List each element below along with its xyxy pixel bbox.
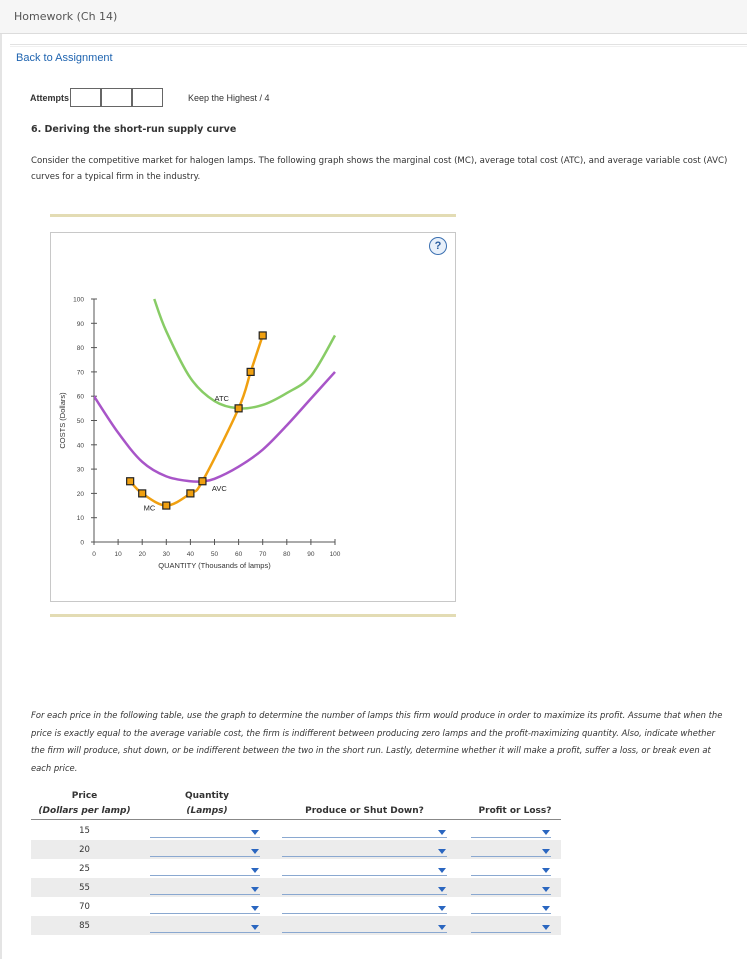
- profit-dropdown[interactable]: [471, 824, 551, 838]
- price-cell: 70: [79, 902, 90, 912]
- produce-dropdown[interactable]: [282, 900, 447, 914]
- mc-point: [127, 478, 134, 485]
- chevron-down-icon: [542, 868, 550, 873]
- quantity-dropdown[interactable]: [150, 900, 260, 914]
- price-cell: 25: [79, 864, 90, 874]
- top-bar: [0, 0, 747, 34]
- price-header: Price: [71, 791, 98, 801]
- chevron-down-icon: [251, 906, 259, 911]
- quantity-dropdown[interactable]: [150, 862, 260, 876]
- chevron-down-icon: [438, 868, 446, 873]
- chevron-down-icon: [251, 925, 259, 930]
- attempts-label: Attempts: [30, 93, 70, 103]
- x-tick-label: 70: [259, 551, 267, 558]
- x-tick-label: 80: [283, 551, 291, 558]
- chevron-down-icon: [251, 849, 259, 854]
- table-row: [31, 859, 561, 878]
- attempt-box-1: [70, 88, 101, 107]
- profit-dropdown[interactable]: [471, 900, 551, 914]
- price-cell: 20: [79, 845, 90, 855]
- profit-dropdown[interactable]: [471, 881, 551, 895]
- table-row: [31, 897, 561, 916]
- mc-curve: [130, 335, 263, 505]
- price-cell: 85: [79, 921, 90, 931]
- y-tick-label: 80: [76, 345, 84, 353]
- attempt-box-3: [132, 88, 163, 107]
- y-tick-label: 50: [76, 418, 84, 425]
- table-row: [31, 916, 561, 935]
- produce-header: Produce or Shut Down?: [305, 806, 424, 816]
- table-header-rule: [31, 819, 561, 820]
- mc-point: [199, 478, 206, 485]
- quantity-subheader: (Lamps): [186, 806, 228, 816]
- left-border: [0, 34, 2, 959]
- curve-label: MC: [143, 503, 156, 513]
- profit-dropdown[interactable]: [471, 919, 551, 933]
- profit-dropdown[interactable]: [471, 862, 551, 876]
- chevron-down-icon: [542, 925, 550, 930]
- chevron-down-icon: [542, 830, 550, 835]
- curve-label: ATC: [214, 394, 229, 404]
- y-tick-label: 10: [76, 515, 84, 523]
- graph-bottom-rule: [50, 614, 456, 617]
- question-title: 6. Deriving the short-run supply curve: [31, 124, 237, 135]
- cost-curves-chart: [51, 233, 455, 601]
- y-tick-label: 40: [76, 442, 84, 450]
- x-tick-label: 0: [92, 551, 96, 558]
- graph-panel: [50, 232, 456, 602]
- price-cell: 15: [79, 826, 90, 836]
- header-separator: [10, 44, 747, 47]
- chevron-down-icon: [251, 830, 259, 835]
- y-tick-label: 90: [76, 320, 84, 328]
- mc-point: [259, 332, 266, 339]
- y-tick-label: 70: [76, 369, 84, 377]
- produce-dropdown[interactable]: [282, 881, 447, 895]
- y-axis-label: COSTS (Dollars): [58, 392, 67, 449]
- curve-label: AVC: [211, 483, 227, 493]
- x-tick-label: 100: [329, 551, 341, 558]
- y-tick-label: 60: [76, 393, 84, 401]
- chevron-down-icon: [542, 849, 550, 854]
- graph-top-rule: [50, 214, 456, 217]
- produce-dropdown[interactable]: [282, 843, 447, 857]
- chevron-down-icon: [438, 830, 446, 835]
- quantity-dropdown[interactable]: [150, 824, 260, 838]
- quantity-dropdown[interactable]: [150, 843, 260, 857]
- price-subheader: (Dollars per lamp): [38, 806, 131, 816]
- page-title: Homework (Ch 14): [14, 10, 118, 23]
- produce-dropdown[interactable]: [282, 862, 447, 876]
- avc-curve: [94, 372, 335, 482]
- quantity-dropdown[interactable]: [150, 881, 260, 895]
- table-row: [31, 878, 561, 897]
- x-axis-label: QUANTITY (Thousands of lamps): [158, 561, 271, 570]
- chevron-down-icon: [438, 906, 446, 911]
- mc-point: [235, 405, 242, 412]
- chevron-down-icon: [438, 925, 446, 930]
- mc-point: [247, 368, 254, 375]
- quantity-header: Quantity: [184, 791, 230, 801]
- chevron-down-icon: [438, 849, 446, 854]
- x-tick-label: 50: [210, 551, 219, 558]
- table-instructions: For each price in the following table, use the graph to determine the number of lamps this firm would produce in order to maximize its profit. Assume that when the price is exactly equal to the average variable cost, the firm is indifferent between producing zero lamps and the profit-maximizing quantity. Also, indicate whether the firm will produce, shut down, or be indifferent between the two in the short run. Lastly, determine whether it will make a profit, suffer a loss, or break even at each price.: [31, 710, 723, 773]
- chevron-down-icon: [251, 868, 259, 873]
- produce-dropdown[interactable]: [282, 919, 447, 933]
- chevron-down-icon: [542, 887, 550, 892]
- x-tick-label: 20: [138, 551, 146, 558]
- chevron-down-icon: [438, 887, 446, 892]
- help-icon[interactable]: ?: [429, 237, 447, 255]
- keep-highest-label: Keep the Highest / 4: [188, 93, 270, 103]
- y-tick-label: 100: [73, 296, 84, 304]
- x-tick-label: 10: [114, 551, 122, 558]
- table-row: [31, 821, 561, 840]
- profit-dropdown[interactable]: [471, 843, 551, 857]
- quantity-dropdown[interactable]: [150, 919, 260, 933]
- table-row: [31, 840, 561, 859]
- chevron-down-icon: [542, 906, 550, 911]
- back-to-assignment-link[interactable]: Back to Assignment: [16, 52, 113, 64]
- y-tick-label: 0: [80, 539, 84, 547]
- y-tick-label: 20: [76, 490, 84, 498]
- x-tick-label: 90: [307, 551, 315, 558]
- mc-point: [163, 502, 170, 509]
- x-tick-label: 30: [162, 551, 170, 558]
- profit-header: Profit or Loss?: [478, 806, 552, 816]
- attempt-box-2: [101, 88, 132, 107]
- y-tick-label: 30: [76, 466, 84, 474]
- mc-point: [187, 490, 194, 497]
- mc-point: [139, 490, 146, 497]
- price-cell: 55: [79, 883, 90, 893]
- question-intro: Consider the competitive market for halogen lamps. The following graph shows the marginal cost (MC), average total cost (ATC), and average variable cost (AVC) curves for a typical firm in the industry.: [31, 156, 728, 182]
- x-tick-label: 40: [186, 551, 195, 558]
- produce-dropdown[interactable]: [282, 824, 447, 838]
- chevron-down-icon: [251, 887, 259, 892]
- x-tick-label: 60: [234, 551, 243, 558]
